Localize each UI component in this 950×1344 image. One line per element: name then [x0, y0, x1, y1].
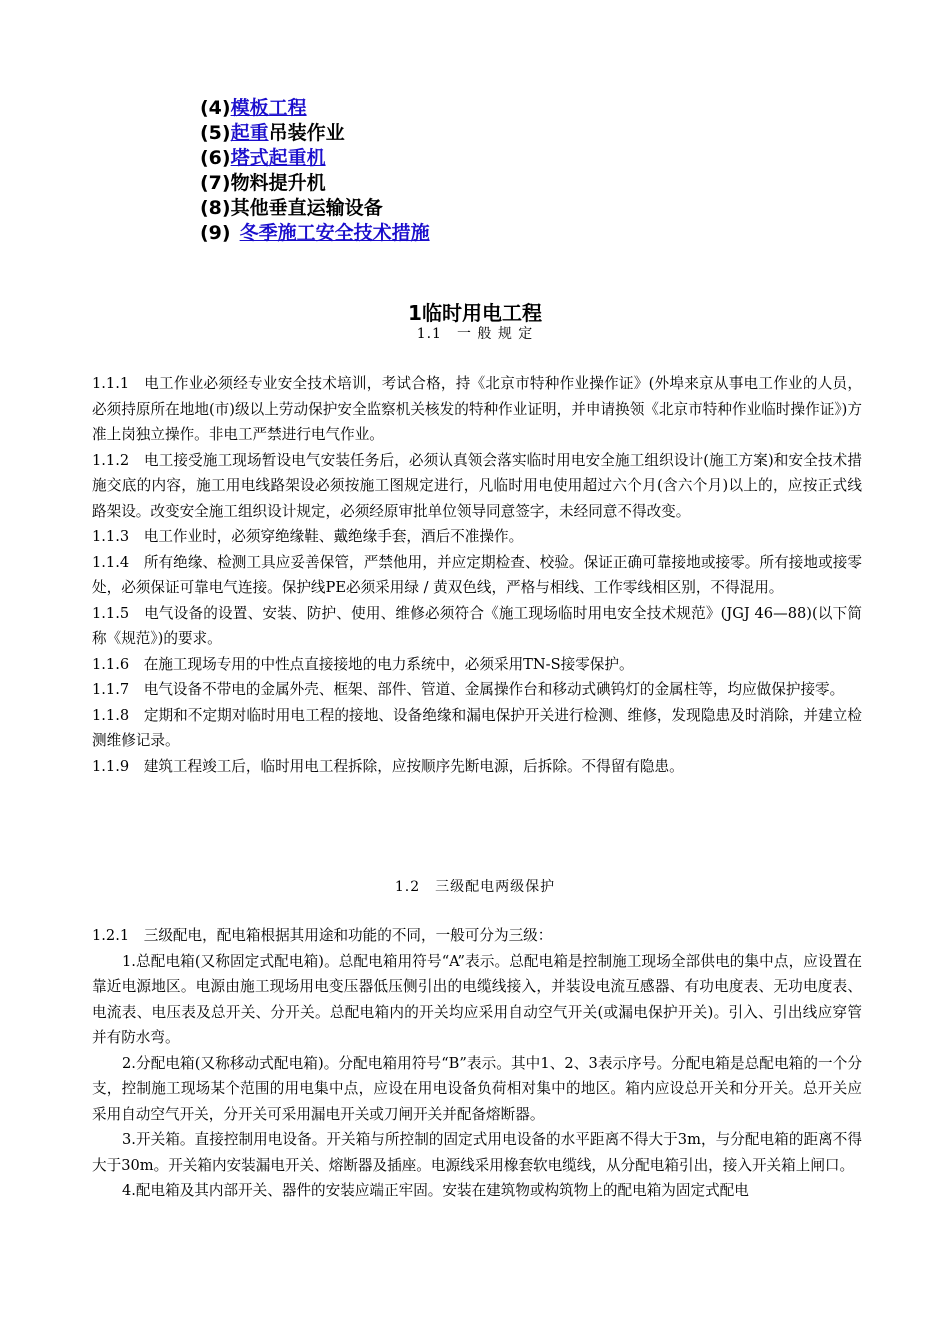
paragraph-1-1-8: 1.1.8 定期和不定期对临时用电工程的接地、设备绝缘和漏电保护开关进行检测、维修，发现隐患及时消除，并建立检测维修记录。 [92, 706, 862, 749]
toc-number: (7) [200, 172, 231, 194]
paragraph-1-1-7: 1.1.7 电气设备不带电的金属外壳、框架、部件、管道、金属操作台和移动式碘钨灯的金属柱等，均应做保护接零。 [92, 681, 845, 698]
toc-number: (6) [200, 147, 231, 169]
paragraph-main-box: 1.总配电箱(又称固定式配电箱)。总配电箱用符号“A”表示。总配电箱是控制施工现场全部供电的集中点，应设置在靠近电源地区。电源由施工现场用电变压器低压侧引出的电缆线接入，并装设电流互感器、有功电度表、无功电度表、电流表、电压表及总开关、分开关。总配电箱内的开关均应采用自动空气开关(或漏电保护开关)。引入、引出线应穿管并有防水弯。 [92, 952, 862, 1046]
paragraph-installation: 4.配电箱及其内部开关、器件的安装应端正牢固。安装在建筑物或构筑物上的配电箱为固定式配电 [122, 1182, 749, 1199]
toc-link-formwork[interactable]: 模板工程 [230, 97, 307, 119]
toc-text: 物料提升机 [230, 172, 326, 194]
toc-link-winter-construction[interactable]: 冬季施工安全技术措施 [239, 222, 430, 244]
subsection-title-distribution: 1.2 三级配电两级保护 [394, 879, 556, 895]
toc-number: (9) [200, 222, 231, 244]
toc-text: 吊装作业 [268, 122, 345, 144]
paragraph-1-2-1: 1.2.1 三级配电，配电箱根据其用途和功能的不同，一般可分为三级： [92, 927, 553, 944]
toc-link-lifting[interactable]: 起重 [230, 122, 269, 144]
toc-item-9 [200, 221, 430, 246]
section-title: 1临时用电工程 [408, 301, 542, 325]
section-1-1-body [92, 371, 862, 779]
toc-number: (8) [200, 197, 231, 219]
paragraph-1-1-3: 1.1.3 电工作业时，必须穿绝缘鞋、戴绝缘手套，酒后不准操作。 [92, 528, 524, 545]
paragraph-sub-box: 2.分配电箱(又称移动式配电箱)。分配电箱用符号“B”表示。其中1、2、3表示序号。分配电箱是总配电箱的一个分支，控制施工现场某个范围的用电集中点，应设在用电设备负荷相对集中的地区。箱内应设总开关和分开关。总开关应采用自动空气开关，分开关可采用漏电开关或刀闸开关并配备熔断器。 [92, 1054, 862, 1123]
paragraph-1-1-2: 1.1.2 电工接受施工现场暂设电气安装任务后，必须认真领会落实临时用电安全施工组织设计(施工方案)和安全技术措施交底的内容，施工用电线路架设必须按施工图规定进行，凡临时用电使用超过六个月(含六个月)以上的，应按正式线路架设。改变安全施工组织设计规定，必须经原审批单位领导同意签字，未经同意不得改变。 [92, 451, 862, 520]
subsection-title-general: 1.1 一 般 规 定 [416, 326, 534, 342]
paragraph-1-1-4: 1.1.4 所有绝缘、检测工具应妥善保管，严禁他用，并应定期检查、校验。保证正确可靠接地或接零。所有接地或接零处，必须保证可靠电气连接。保护线PE必须采用绿 / 黄双色线，严格与相线、工作零线相区别，不得混用。 [92, 553, 862, 596]
toc-link-tower-crane[interactable]: 塔式起重机 [230, 147, 326, 169]
toc-item-8 [200, 196, 430, 221]
paragraph-switch-box: 3.开关箱。直接控制用电设备。开关箱与所控制的固定式用电设备的水平距离不得大于3m，与分配电箱的距离不得大于30m。开关箱内安装漏电开关、熔断器及插座。电源线采用橡套软电缆线，从分配电箱引出，接入开关箱上闸口。 [92, 1131, 862, 1174]
toc-number: (5) [200, 122, 231, 144]
paragraph-1-1-1: 1.1.1 电工作业必须经专业安全技术培训，考试合格，持《北京市特种作业操作证》(外埠来京从事电工作业的人员，必须持原所在地地(市)级以上劳动保护安全监察机关核发的特种作业证明，并申请换领《北京市特种作业临时操作证》)方准上岗独立操作。非电工严禁进行电气作业。 [92, 375, 862, 443]
toc-item-5 [200, 121, 430, 146]
paragraph-1-1-6: 1.1.6 在施工现场专用的中性点直接接地的电力系统中，必须采用TN-S接零保护。 [92, 655, 634, 673]
toc-number: (4) [200, 97, 231, 119]
toc-item-4 [200, 96, 430, 121]
toc-item-7 [200, 171, 430, 196]
paragraph-1-1-5: 1.1.5 电气设备的设置、安装、防护、使用、维修必须符合《施工现场临时用电安全技术规范》(JGJ 46—88)(以下简称《规范》)的要求。 [92, 604, 862, 647]
toc-item-6 [200, 146, 430, 171]
toc-text: 其他垂直运输设备 [230, 197, 383, 219]
section-1-2-body [92, 923, 862, 1204]
paragraph-1-1-9: 1.1.9 建筑工程竣工后，临时用电工程拆除，应按顺序先断电源，后拆除。不得留有隐患。 [92, 757, 684, 775]
toc-list [200, 96, 430, 246]
